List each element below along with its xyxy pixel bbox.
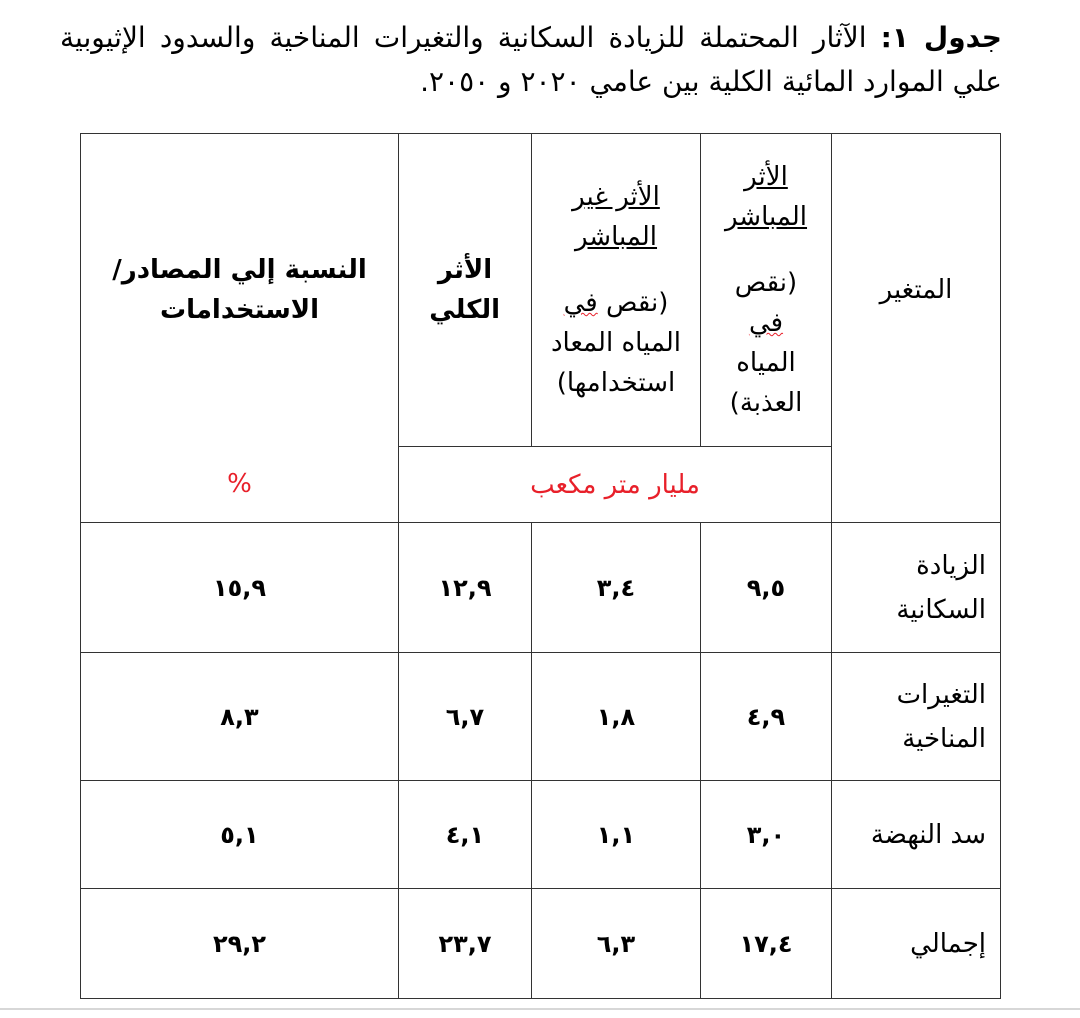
header-direct-note-1: (نقص — [734, 268, 798, 298]
units-percent: % — [81, 447, 399, 523]
header-indirect-note-1: (نقص — [605, 288, 669, 318]
header-indirect-effect — [532, 134, 701, 447]
row-total: ١٢,٩ — [399, 523, 532, 653]
caption-label: جدول ١: — [880, 21, 1002, 54]
row-direct: ٤,٩ — [701, 653, 832, 781]
header-direct-effect — [701, 134, 832, 447]
row-indirect: ٦,٣ — [532, 889, 701, 999]
header-ratio: النسبة إلي المصادر/الاستخدامات — [81, 134, 399, 447]
row-variable: الزيادة السكانية — [832, 523, 1001, 653]
caption-text: الآثار المحتملة للزيادة السكانية والتغيرات المناخية والسدود الإثيوبية علي الموارد المائية الكلية بين عامي ٢٠٢٠ و ٢٠٥٠. — [60, 21, 1002, 98]
row-direct: ٩,٥ — [701, 523, 832, 653]
units-volume: مليار متر مكعب — [399, 447, 832, 523]
header-direct-note-2: في — [748, 308, 784, 338]
header-total-effect: الأثر الكلي — [399, 134, 532, 447]
row-indirect: ٣,٤ — [532, 523, 701, 653]
row-variable: سد النهضة — [832, 781, 1001, 889]
header-indirect-note-2: في — [563, 288, 598, 318]
row-ratio: ٢٩,٢ — [81, 889, 399, 999]
header-direct-title: الأثر المباشر — [724, 162, 808, 232]
table-row — [81, 889, 1001, 999]
units-row — [81, 447, 1001, 523]
row-direct: ٣,٠ — [701, 781, 832, 889]
table-row — [81, 523, 1001, 653]
header-row — [81, 134, 1001, 447]
row-total: ٦,٧ — [399, 653, 532, 781]
row-total: ٢٣,٧ — [399, 889, 532, 999]
row-ratio: ٨,٣ — [81, 653, 399, 781]
header-variable: المتغير — [832, 134, 1001, 447]
row-total: ٤,١ — [399, 781, 532, 889]
table-caption — [60, 16, 1002, 104]
page-bottom-divider — [0, 1008, 1080, 1010]
row-ratio: ١٥,٩ — [81, 523, 399, 653]
row-ratio: ٥,١ — [81, 781, 399, 889]
row-direct: ١٧,٤ — [701, 889, 832, 999]
impact-table — [80, 133, 1000, 998]
row-indirect: ١,١ — [532, 781, 701, 889]
table-row — [81, 653, 1001, 781]
table-row — [81, 781, 1001, 889]
row-variable: التغيرات المناخية — [832, 653, 1001, 781]
row-variable: إجمالي — [832, 889, 1001, 999]
header-indirect-title: الأثر غير المباشر — [572, 182, 660, 252]
header-indirect-note-3: المياه المعاد استخدامها) — [550, 328, 682, 398]
header-direct-note-3: المياه العذبة) — [729, 348, 803, 418]
row-indirect: ١,٨ — [532, 653, 701, 781]
units-empty — [832, 447, 1001, 523]
